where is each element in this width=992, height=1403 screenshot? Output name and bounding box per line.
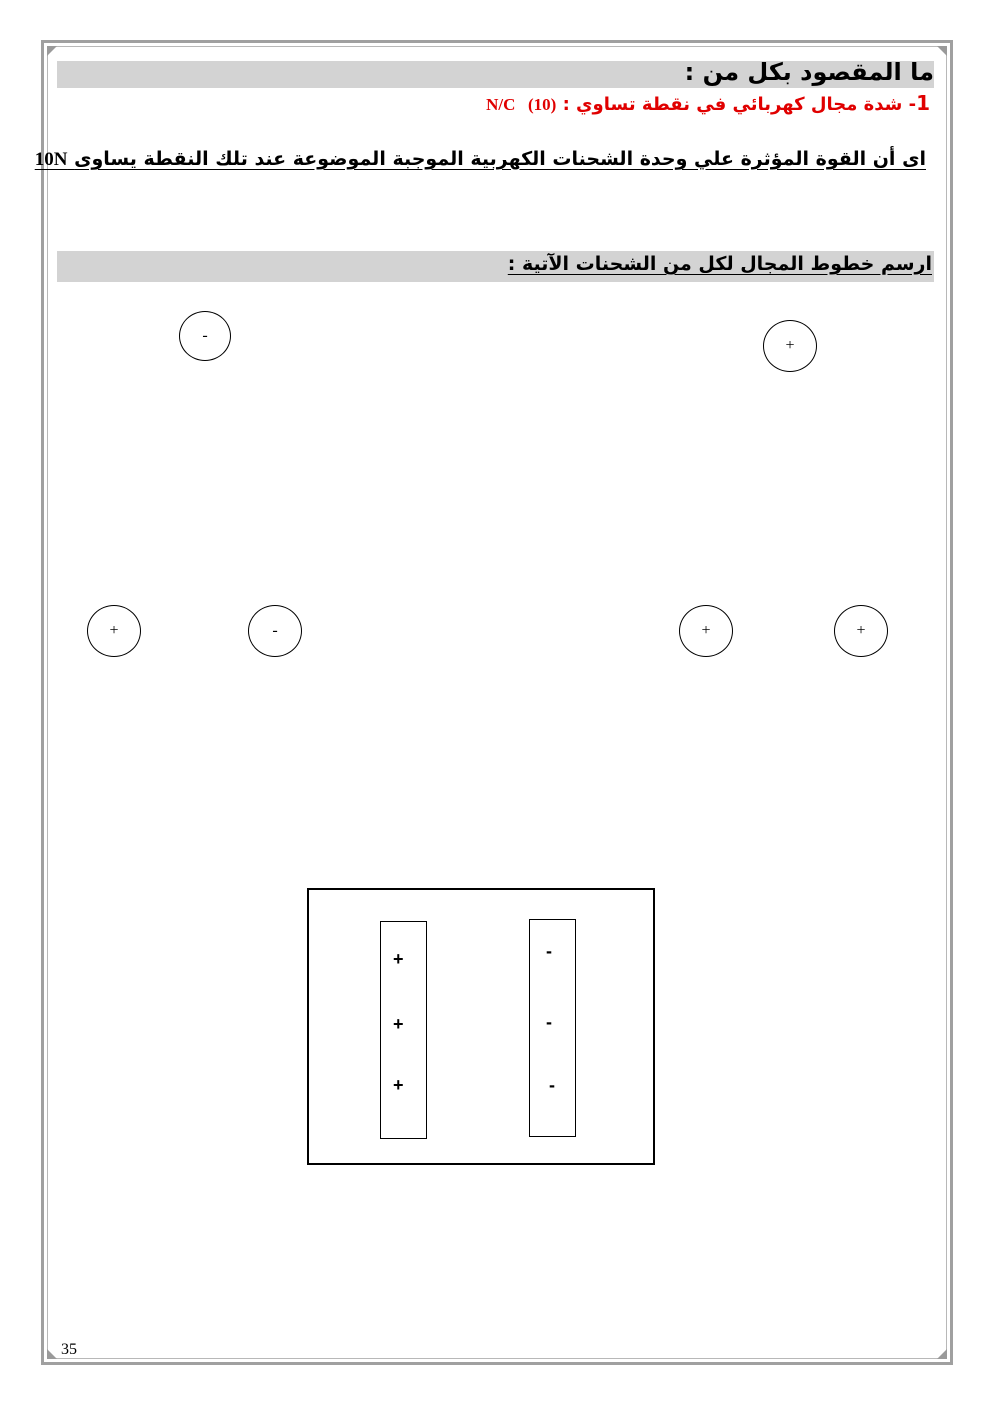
charge-sign: - [272,622,278,639]
charge-sign: + [785,337,795,354]
question-1 [486,91,930,115]
charge-sign: + [109,622,119,639]
question-value: (10) [527,95,557,114]
answer-value: 10N [34,149,68,170]
question-text: - شدة مجال كهربائي في نقطة تساوي : [562,94,917,115]
plate-positive-sign: + [393,1075,404,1095]
charge-single-positive [763,320,817,372]
corner-ornament-bottom-left [47,1349,57,1359]
charge-pair2-positive-a [679,605,733,657]
charge-single-negative [179,311,231,361]
corner-ornament-bottom-right [937,1349,947,1359]
section-heading-definitions: ما المقصود بكل من : [684,58,934,86]
plate-negative-sign: - [549,1075,555,1095]
charge-pair1-negative [248,605,302,657]
charge-sign: - [202,327,208,344]
corner-ornament-top-right [937,46,947,56]
corner-ornament-top-left [47,46,57,56]
question-unit: N/C [486,95,516,114]
section-heading-field-lines: ارسم خطوط المجال لكل من الشحنات الآتية : [507,253,932,275]
charge-sign: + [856,622,866,639]
answer-line [35,148,926,171]
charge-pair2-positive-b [834,605,888,657]
page-number: 35 [61,1341,77,1358]
parallel-plates-box [307,888,655,1165]
plate-negative-sign: - [546,1012,552,1032]
answer-text: اى أن القوة المؤثرة علي وحدة الشحنات الكهربية الموجبة الموضوعة عند تلك النقطة يساوى [74,148,926,170]
charge-pair1-positive [87,605,141,657]
plate-negative-sign: - [546,941,552,961]
plate-positive-sign: + [393,1014,404,1034]
negative-plate [529,919,576,1137]
charge-sign: + [701,622,711,639]
question-number: 1 [916,91,930,115]
plate-positive-sign: + [393,949,404,969]
